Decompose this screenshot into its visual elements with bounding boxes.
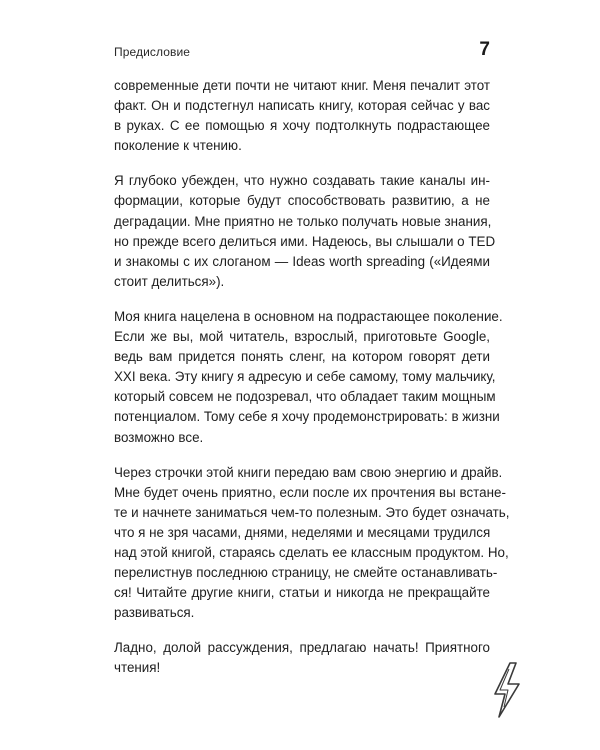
text-line: Ладно, долой рассуждения, предлагаю начать! Приятного (114, 640, 490, 656)
paragraph-1 (114, 76, 490, 156)
text-line: перелистнув последнюю страницу, не смейте останавливать- (114, 565, 498, 581)
text-line: Мне будет очень приятно, если после их прочтения вы встане- (114, 484, 506, 500)
page-body (114, 76, 510, 694)
text-line: в руках. С ее помощью я хочу подтолкнуть подрастающее (114, 118, 490, 134)
text-line: поколение к чтению. (114, 138, 242, 154)
text-line: который совсем не подозревал, что обладает таким мощным (114, 389, 496, 405)
text-line: ведь вам придется понять сленг, на котором говорят дети (114, 349, 490, 365)
text-line: стоит делиться»). (114, 273, 225, 289)
text-line: над этой книгой, стараясь сделать ее классным продуктом. Но, (114, 544, 509, 560)
text-line: факт. Он и подстегнул написать книгу, которая сейчас у вас (114, 98, 490, 114)
text-line: Через строчки этой книги передаю вам свою энергию и драйв. (114, 464, 503, 480)
text-line: Если же вы, мой читатель, взрослый, приготовьте Google, (114, 329, 490, 345)
text-line: что я не зря часами, днями, неделями и месяцами трудился (114, 524, 491, 540)
text-line: XXI века. Эту книгу я адресую и себе самому, тому мальчику, (114, 369, 496, 385)
paragraph-4 (114, 463, 510, 624)
section-title: Предисловие (114, 45, 191, 59)
text-line: чтения! (114, 660, 161, 676)
text-line: возможно все. (114, 429, 204, 445)
text-line: Я глубоко убежден, что нужно создавать такие каналы ин- (114, 173, 490, 189)
text-line: современные дети почти не читают книг. Меня печалит этот (114, 78, 490, 93)
text-line: потенциалом. Тому себе я хочу продемонстрировать: в жизни (114, 409, 500, 425)
text-line: и знакомы с их слоганом — Ideas worth spreading («Идеями (114, 253, 490, 269)
lightning-bolt-icon (488, 660, 526, 720)
text-line: ся! Читайте другие книги, статьи и никогда не прекращайте (114, 585, 490, 601)
paragraph-5 (114, 638, 490, 678)
paragraph-3 (114, 307, 503, 448)
text-line: Моя книга нацелена в основном на подрастающее поколение. (114, 308, 503, 324)
paragraph-2 (114, 171, 496, 292)
text-line: развиваться. (114, 605, 195, 621)
running-header (114, 41, 490, 63)
page-number: 7 (479, 39, 490, 60)
text-line: но прежде всего делиться ими. Надеюсь, вы слышали о TED (114, 233, 496, 249)
text-line: формации, которые будут способствовать развитию, а не (114, 193, 490, 209)
text-line: те и начнете заниматься чем-то полезным. Это будет означать, (114, 504, 510, 520)
text-line: деградации. Мне приятно не только получать новые знания, (114, 213, 492, 229)
